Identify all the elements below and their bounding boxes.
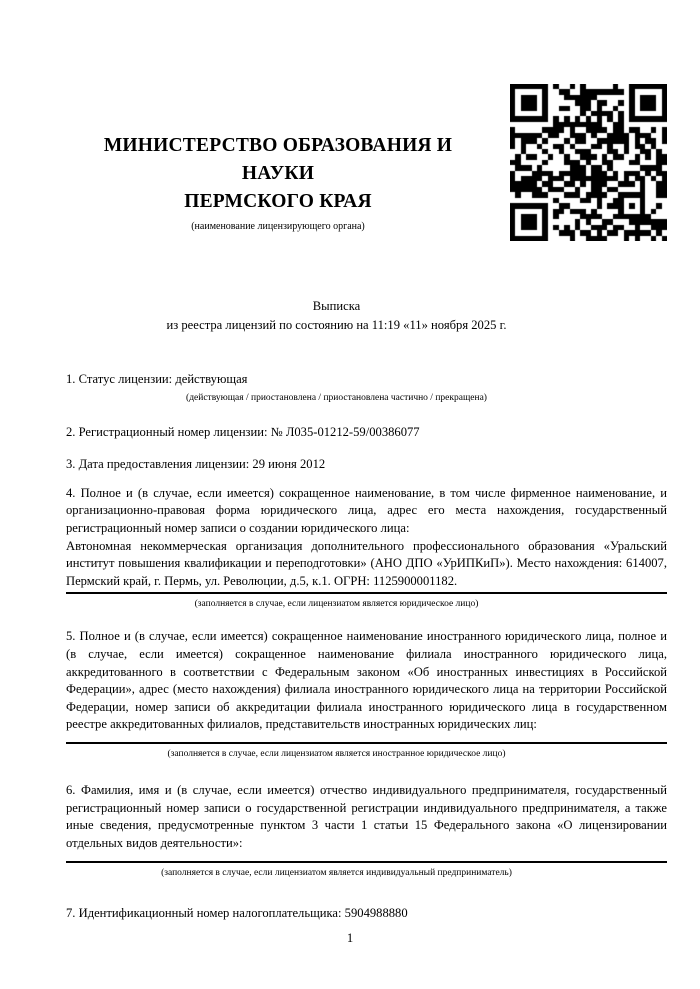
ministry-name: [66, 132, 490, 216]
individual-entrepreneur-caption: (заполняется в случае, если лицензиатом является индивидуальный предприниматель): [161, 868, 512, 879]
document-header: [66, 0, 667, 241]
ministry-name-line2: ПЕРМСКОГО КРАЯ: [184, 191, 372, 212]
foreign-entity-question: 5. Полное и (в случае, если имеется) сокращенное наименование иностранного юридического лица, полное и (в случае, если имеется) сокращенное наименование филиала иностранного юридического лица, аккредитованного в соответствии с Федеральным законом «Об иностранных инвестициях в Российской Федерации», адрес (место нахождения) филиала иностранного юридического лица на территории Российской Федерации, номер записи об аккредитации филиала иностранного юридического лица в государственном реестре аккредитованных филиалов, представительств иностранных юридических лиц:: [66, 629, 667, 732]
document-title-line1: Выписка: [312, 299, 361, 313]
license-registration-number: 2. Регистрационный номер лицензии: № Л035-01212-59/00386077: [66, 424, 420, 439]
license-status-options-caption: (действующая / приостановлена / приостановлена частично / прекращена): [186, 392, 487, 403]
ministry-name-line1: МИНИСТЕРСТВО ОБРАЗОВАНИЯ И НАУКИ: [103, 135, 453, 184]
license-grant-date: 3. Дата предоставления лицензии: 29 июня 2012: [66, 457, 326, 472]
qr-code-icon: [510, 84, 667, 241]
foreign-entity-caption: (заполняется в случае, если лицензиатом является иностранное юридическое лицо): [167, 748, 506, 759]
individual-entrepreneur-fill-line: [66, 861, 667, 863]
legal-entity-caption: (заполняется в случае, если лицензиатом является юридическое лицо): [194, 599, 479, 610]
taxpayer-identification-number: 7. Идентификационный номер налогоплательщика: 5904988880: [66, 906, 408, 921]
legal-entity-fill-line: [66, 592, 667, 594]
foreign-entity-fill-line: [66, 742, 667, 744]
licensing-authority-block: [66, 84, 510, 232]
legal-entity-answer: Автономная некоммерческая организация дополнительного профессионального образования «Уральский институт повышения квалификации и переподготовки» (АНО ДПО «УрИПКиП»). Место нахождения: 614007, Пермский край, г. Пермь, ул. Революции, д.5, к.1. ОГРН: 1125900001182.: [66, 538, 667, 588]
document-title: [66, 297, 667, 335]
document-title-line2: из реестра лицензий по состоянию на 11:19 «11» ноября 2025 г.: [166, 318, 507, 332]
ministry-caption: (наименование лицензирующего органа): [191, 221, 365, 232]
legal-entity-question: 4. Полное и (в случае, если имеется) сокращенное наименование, в том числе фирменное наименование, и организационно-правовая форма юридического лица, адрес его места нахождения, государственный регистрационный номер записи о создании юридического лица:: [66, 485, 667, 535]
page-number: 1: [346, 931, 354, 945]
individual-entrepreneur-question: 6. Фамилия, имя и (в случае, если имеется) отчество индивидуального предпринимателя, государственный регистрационный номер записи о государственной регистрации индивидуального предпринимателя, а также иные сведения, предусмотренные пунктом 3 части 1 статьи 15 Федерального закона «О лицензировании отдельных видов деятельности»:: [66, 782, 667, 850]
license-status-text: 1. Статус лицензии: действующая: [66, 372, 248, 386]
